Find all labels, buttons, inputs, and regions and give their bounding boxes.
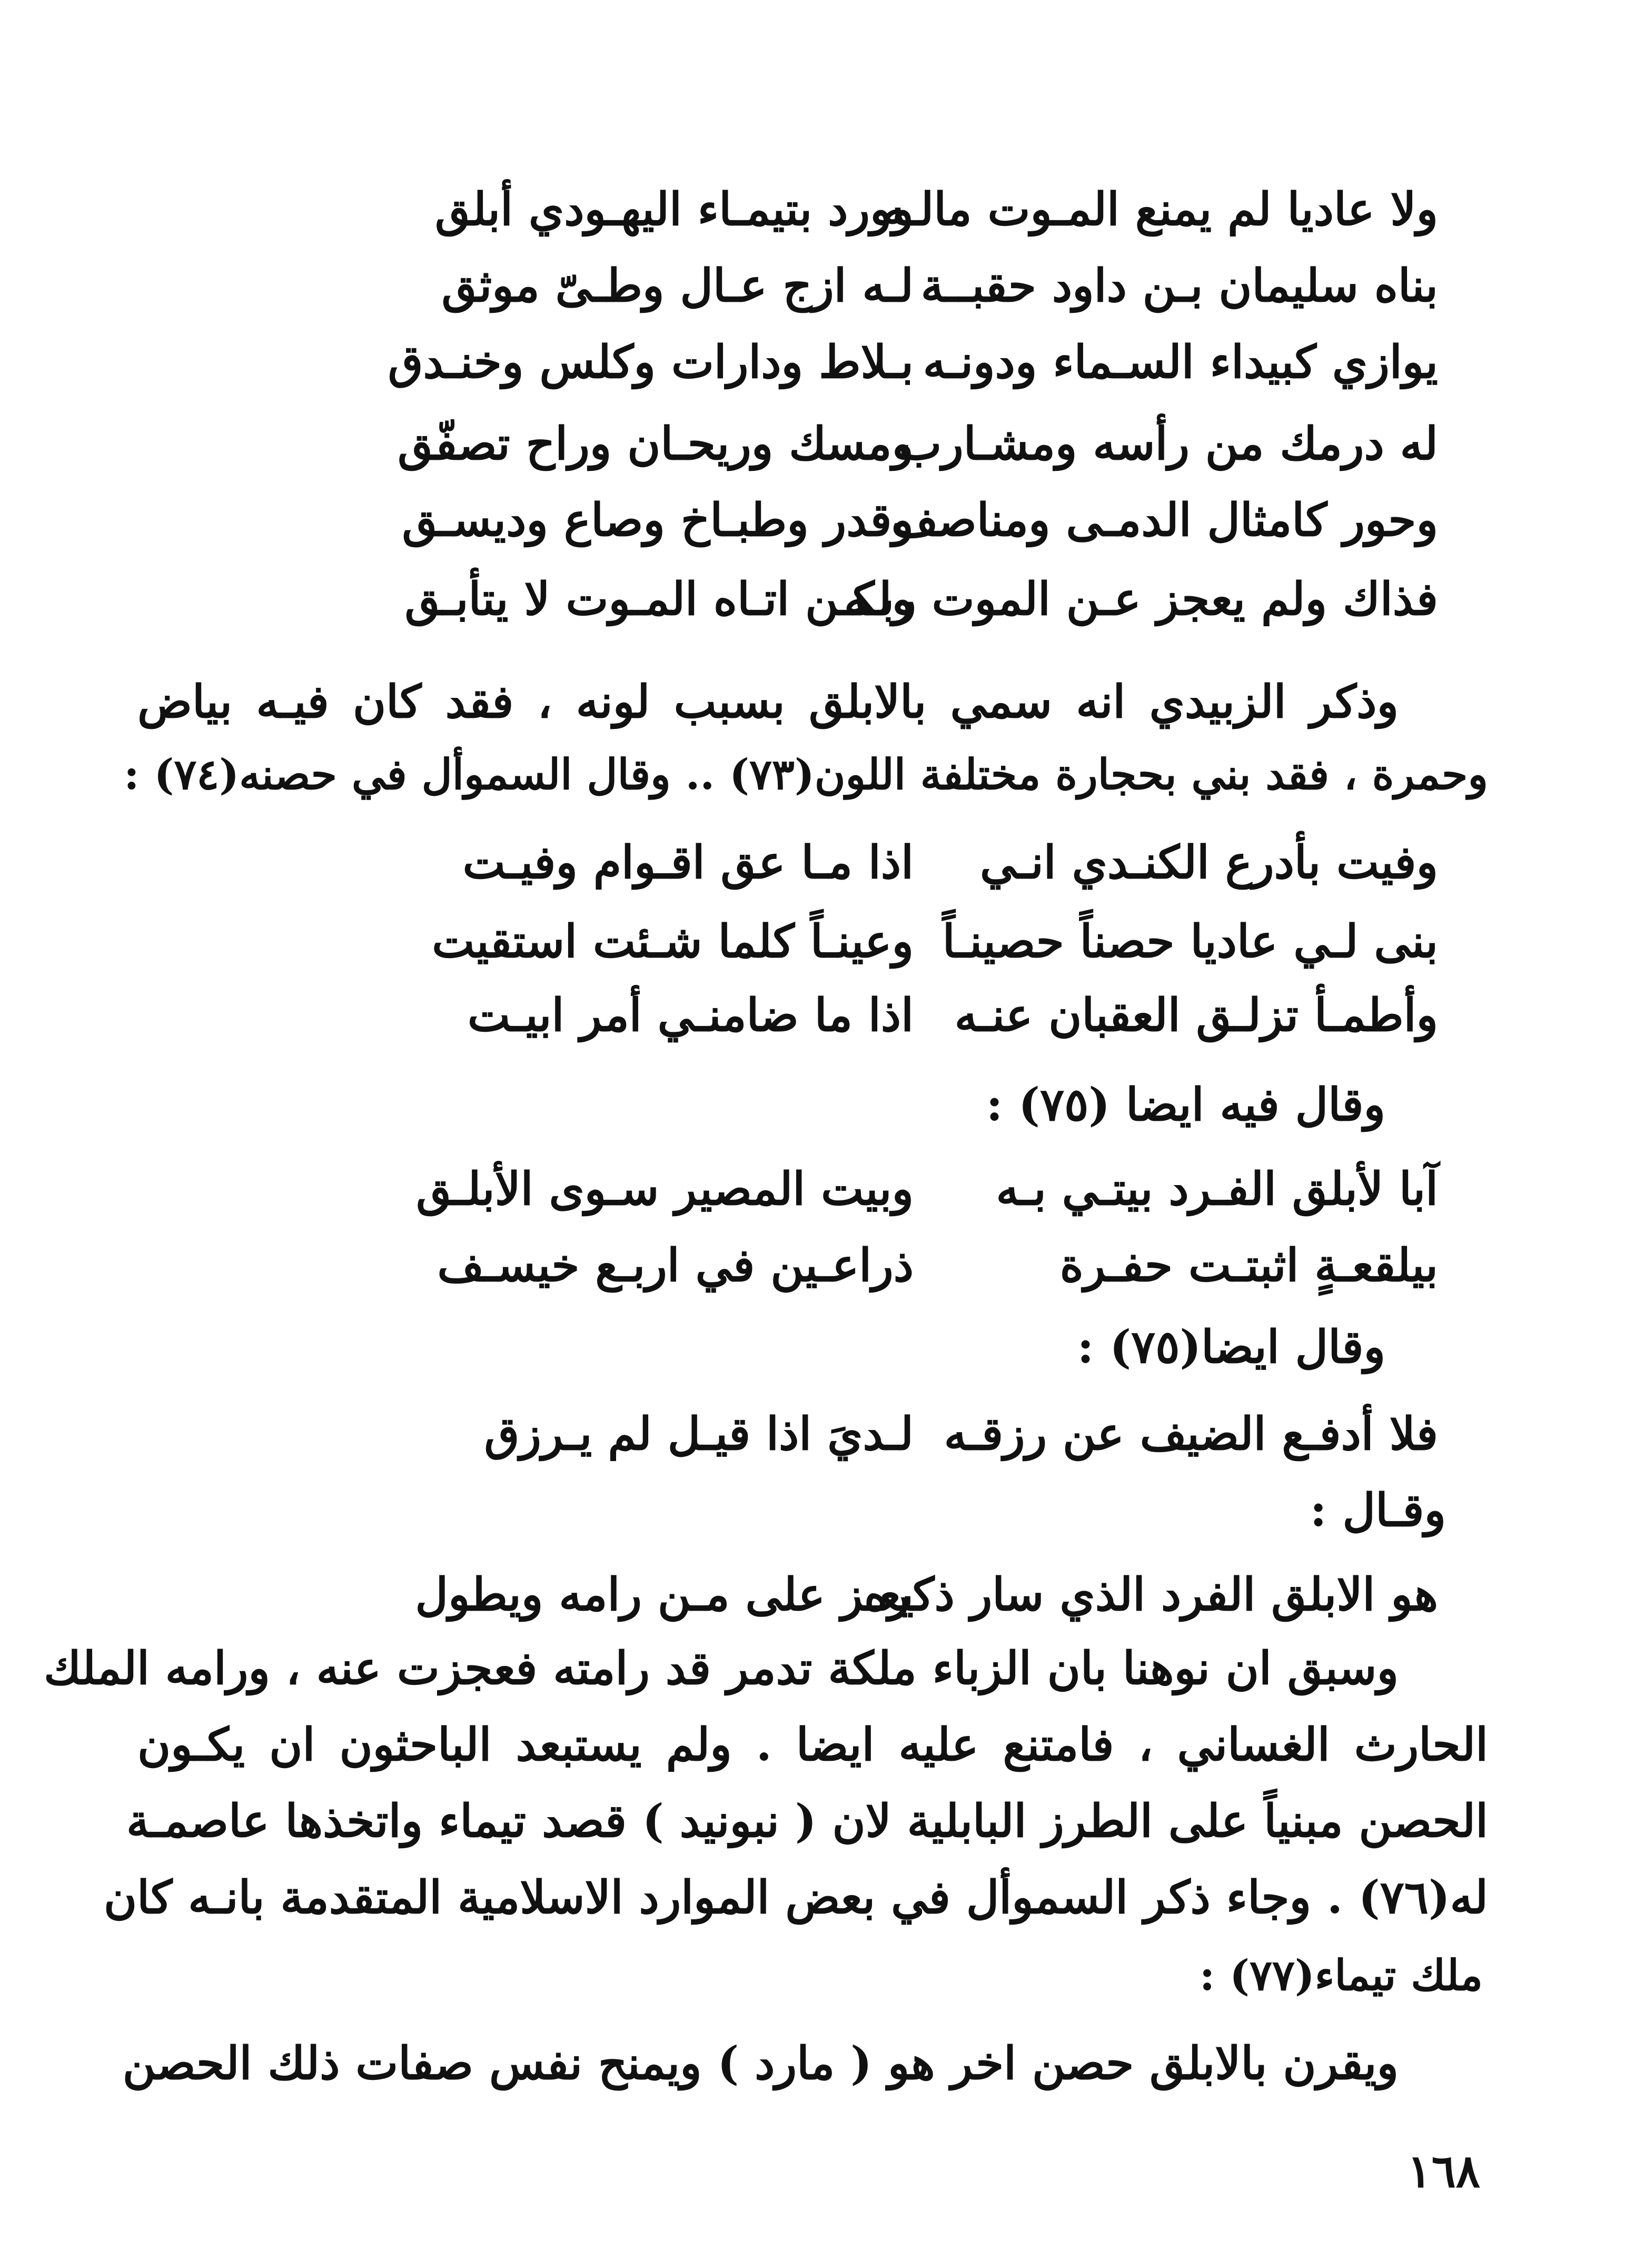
paragraph-line: الحارث الغساني ، فامتنع عليه ايضا . ولم يستبعد الباحثون ان يكـون [137,1718,1488,1771]
verse-second-hemistich: لـديَ اذا قيـل لم يـرزق [484,1407,914,1461]
verse-second-hemistich: وبيت المصير سـوى الأبلـق [416,1162,914,1216]
poem-intro: وقال فيه ايضا (٧٥) : [986,1078,1385,1131]
verse-first-hemistich: هو الابلق الفرد الذي سار ذكره [864,1568,1438,1621]
paragraph-line: وذكر الزبيدي انه سمي بالابلق بسبب لونه ، فقد كان فيـه بياض [137,675,1399,728]
verse-second-hemistich: اذا مـا عق اقـوام وفيـت [462,836,914,889]
verse-first-hemistich: وفيت بأدرع الكنـدي انـي [979,836,1438,889]
verse-second-hemistich: وورد بتيمـاء اليهـودي أبلق [434,183,914,236]
page-number: ١٦٨ [1407,2145,1480,2198]
verse-first-hemistich: بناه سليمان بـن داود حقبــة [920,259,1438,312]
verse-second-hemistich: ولكـن اتـاه المـوت لا يتأبـق [404,573,914,626]
verse-first-hemistich: وأطمـأ تزلـق العقبان عنـه [954,989,1438,1042]
paragraph-line: ملك تيماء(٧٧) : [1199,1950,1483,2000]
verse-first-hemistich: يوازي كبيداء السـماء ودونـه [923,336,1438,389]
verse-first-hemistich: آبا لأبلق الفـرد بيتـي بـه [996,1162,1438,1216]
poem-intro: وقال ايضا(٧٥) : [1077,1320,1385,1374]
verse-second-hemistich: لـه ازج عـال وطـىّ موثق [441,259,914,312]
paragraph-line: وسبق ان نوهنا بان الزباء ملكة تدمر قد رامته فعجزت عنه ، ورامه الملك [44,1642,1399,1695]
poem-intro: وقـال : [1310,1484,1446,1537]
verse-first-hemistich: فذاك ولم يعجز عـن الموت ربـه [844,573,1438,626]
verse-second-hemistich: وعينـاً كلما شـئت استقيت [432,915,914,968]
paragraph-line: له(٧٦) . وجاء ذكر السموأل في بعض الموارد الاسلامية المتقدمة بانـه كان [104,1871,1488,1924]
verse-second-hemistich: اذا ما ضامنـي أمر ابيـت [467,989,914,1042]
paragraph-3: ويقرن بالابلق حصن اخر هو ( مارد ) ويمنح نفس صفات ذلك الحصن [122,2037,1399,2090]
paragraph-line: وحمرة ، فقد بني بحجارة مختلفة اللون(٧٣) .. وقال السموأل في حصنه(٧٤) : [124,750,1488,799]
verse-second-hemistich: يعـز على مـن رامه ويطول [415,1568,914,1621]
verse-second-hemistich: ذراعـين في اربـع خيسـف [437,1239,914,1292]
verse-first-hemistich: بنى لـي عاديا حصناً حصينـاً [942,915,1438,968]
verse-first-hemistich: وحور كامثال الدمـى ومناصف [891,494,1438,547]
paragraph-line: الحصن مبنياً على الطرز البابلية لان ( نبونيد ) قصد تيماء واتخذها عاصمـة [126,1794,1488,1848]
verse-first-hemistich: بيلقعـةٍ اثبتـت حفـرة [1059,1239,1438,1292]
verse-first-hemistich: فلا أدفـع الضيف عن رزقـه [944,1407,1438,1461]
verse-first-hemistich: له درمك من رأسه ومشـارب [899,417,1438,470]
verse-second-hemistich: بـلاط ودارات وكلس وخنـدق [388,336,914,389]
verse-second-hemistich: ومسك وريحـان وراح تصفّق [398,417,914,470]
verse-first-hemistich: ولا عاديا لم يمنع المـوت مالـه [882,183,1438,236]
verse-second-hemistich: وقدر وطبـاخ وصاع وديسـق [402,494,914,547]
